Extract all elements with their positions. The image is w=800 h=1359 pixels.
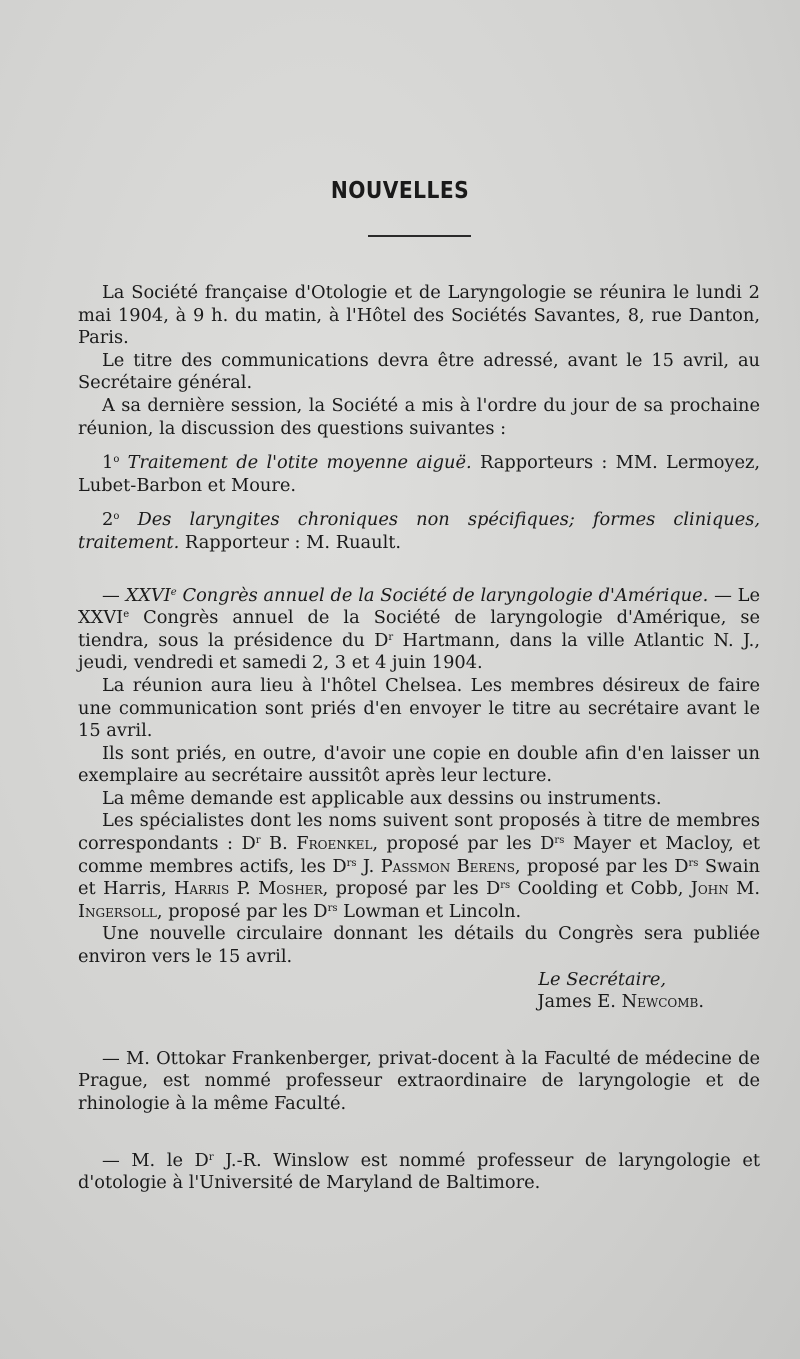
signature-name-smallcaps: Newcomb. — [621, 991, 704, 1013]
title-rule — [368, 235, 471, 237]
heading-sup: e — [170, 586, 177, 598]
sup: rs — [554, 835, 565, 847]
paragraph-society-meeting: La Société française d'Otologie et de Laryngologie se réunira le lundi 2 mai 1904, à 9 h. du matin, à l'Hôtel des Sociétés Savantes, 8, rue Danton, Paris. — [78, 282, 760, 349]
dash: — — [102, 584, 126, 606]
congres-sup: e — [123, 609, 130, 621]
congres-text: — Le XXVI — [78, 584, 761, 629]
signature-role-text: Le Secrétaire, — [538, 968, 666, 990]
agenda-item-1 — [78, 452, 760, 497]
sup: rs — [346, 857, 357, 869]
sup: rs — [688, 857, 699, 869]
name-smallcaps: Mosher — [258, 878, 323, 900]
news-body — [78, 282, 760, 1195]
paragraph-frankenberger: — M. Ottokar Frankenberger, privat-docent à la Faculté de médecine de Prague, est nommé professeur extraordinaire de laryngologie et de rhinologie à la même Faculté. — [78, 1047, 760, 1114]
signature-name — [78, 991, 760, 1014]
name-smallcaps: Passmon Berens — [380, 855, 515, 877]
text-run: Les spécialistes dont les noms suivent sont proposés à titre de membres correspondants : D — [78, 810, 760, 855]
text-run: , proposé par les D — [156, 900, 328, 922]
item-number: 2 — [102, 509, 114, 531]
sup: r — [255, 835, 261, 847]
congres-sup: r — [388, 631, 394, 643]
paragraph-communications: Le titre des communications devra être adressé, avant le 15 avril, au Secrétaire général. — [78, 349, 760, 394]
heading-part: Congrès annuel de la Société de laryngologie d'Amérique. — [176, 584, 709, 606]
sup: rs — [500, 880, 511, 892]
paragraph-members — [78, 810, 760, 923]
text-run: M. — [728, 878, 760, 900]
congres-heading — [126, 585, 709, 606]
text-run: J. — [356, 855, 381, 877]
paragraph-copies: Ils sont priés, en outre, d'avoir une copie en double afin d'en laisser un exemplaire au secrétaire aussitôt après leur lecture. — [78, 742, 760, 787]
item-rapporteurs: Rapporteurs : MM. Lermoyez, Lubet-Barbon et Moure. — [78, 452, 760, 496]
heading-part: XXVI — [125, 584, 171, 606]
name-smallcaps: Froenkel — [296, 833, 373, 855]
name-smallcaps: Ingersoll — [78, 900, 157, 922]
text-run: , proposé par les D — [372, 833, 555, 855]
text-run: , proposé par les D — [322, 878, 501, 900]
text-run: J.-R. Winslow est nommé professeur de laryngologie et d'otologie à l'Université de Maryland de Baltimore. — [78, 1149, 760, 1194]
signature-role — [78, 969, 760, 992]
sup: r — [208, 1151, 214, 1163]
item-rapporteurs: Rapporteur : M. Ruault. — [179, 531, 402, 553]
item-number: 1 — [102, 452, 114, 474]
paragraph-agenda: A sa dernière session, la Société a mis à l'ordre du jour de sa prochaine réunion, la discussion des questions suivantes : — [78, 394, 760, 439]
sup: rs — [327, 902, 338, 914]
text-run: , proposé par les D — [514, 855, 689, 877]
agenda-item-2 — [78, 509, 760, 554]
paragraph-winslow — [78, 1150, 760, 1195]
text-run: Lowman et Lincoln. — [337, 900, 522, 922]
page-title: NOUVELLES — [330, 178, 470, 204]
name-smallcaps: Harris — [174, 878, 230, 900]
text-run: Coolding et Cobb, — [510, 878, 691, 900]
paragraph-drawings: La même demande est applicable aux dessins ou instruments. — [102, 787, 662, 809]
name-smallcaps: John — [690, 878, 729, 900]
paragraph-congres — [78, 585, 760, 675]
text-run: B. — [260, 833, 297, 855]
item-title: Des laryngites chroniques non spécifiques; formes cliniques, traitement. — [78, 509, 760, 553]
text-run: Mayer et Macloy, et comme membres actifs, les D — [78, 833, 760, 877]
congres-text: Hartmann, dans la ville Atlantic N. J., jeudi, vendredi et samedi 2, 3 et 4 juin 1904. — [78, 629, 760, 674]
signature-name-text: James E. — [537, 991, 622, 1013]
item-degree: o — [113, 511, 120, 523]
text-run: P. — [229, 878, 259, 900]
congres-text: Congrès annuel de la Société de laryngologie d'Amérique, se tiendra, sous la présidence du D — [78, 607, 760, 651]
item-degree: o — [113, 454, 120, 466]
paragraph-hotel: La réunion aura lieu à l'hôtel Chelsea. Les membres désireux de faire une communication sont priés d'en envoyer le titre au secrétaire avant le 15 avril. — [78, 674, 760, 742]
paragraph-circular: Une nouvelle circulaire donnant les détails du Congrès sera publiée environ vers le 15 avril. — [78, 923, 760, 968]
text-run: — M. le D — [102, 1149, 209, 1171]
text-run: Swain et Harris, — [78, 855, 760, 900]
item-title: Traitement de l'otite moyenne aiguë. — [127, 452, 472, 474]
